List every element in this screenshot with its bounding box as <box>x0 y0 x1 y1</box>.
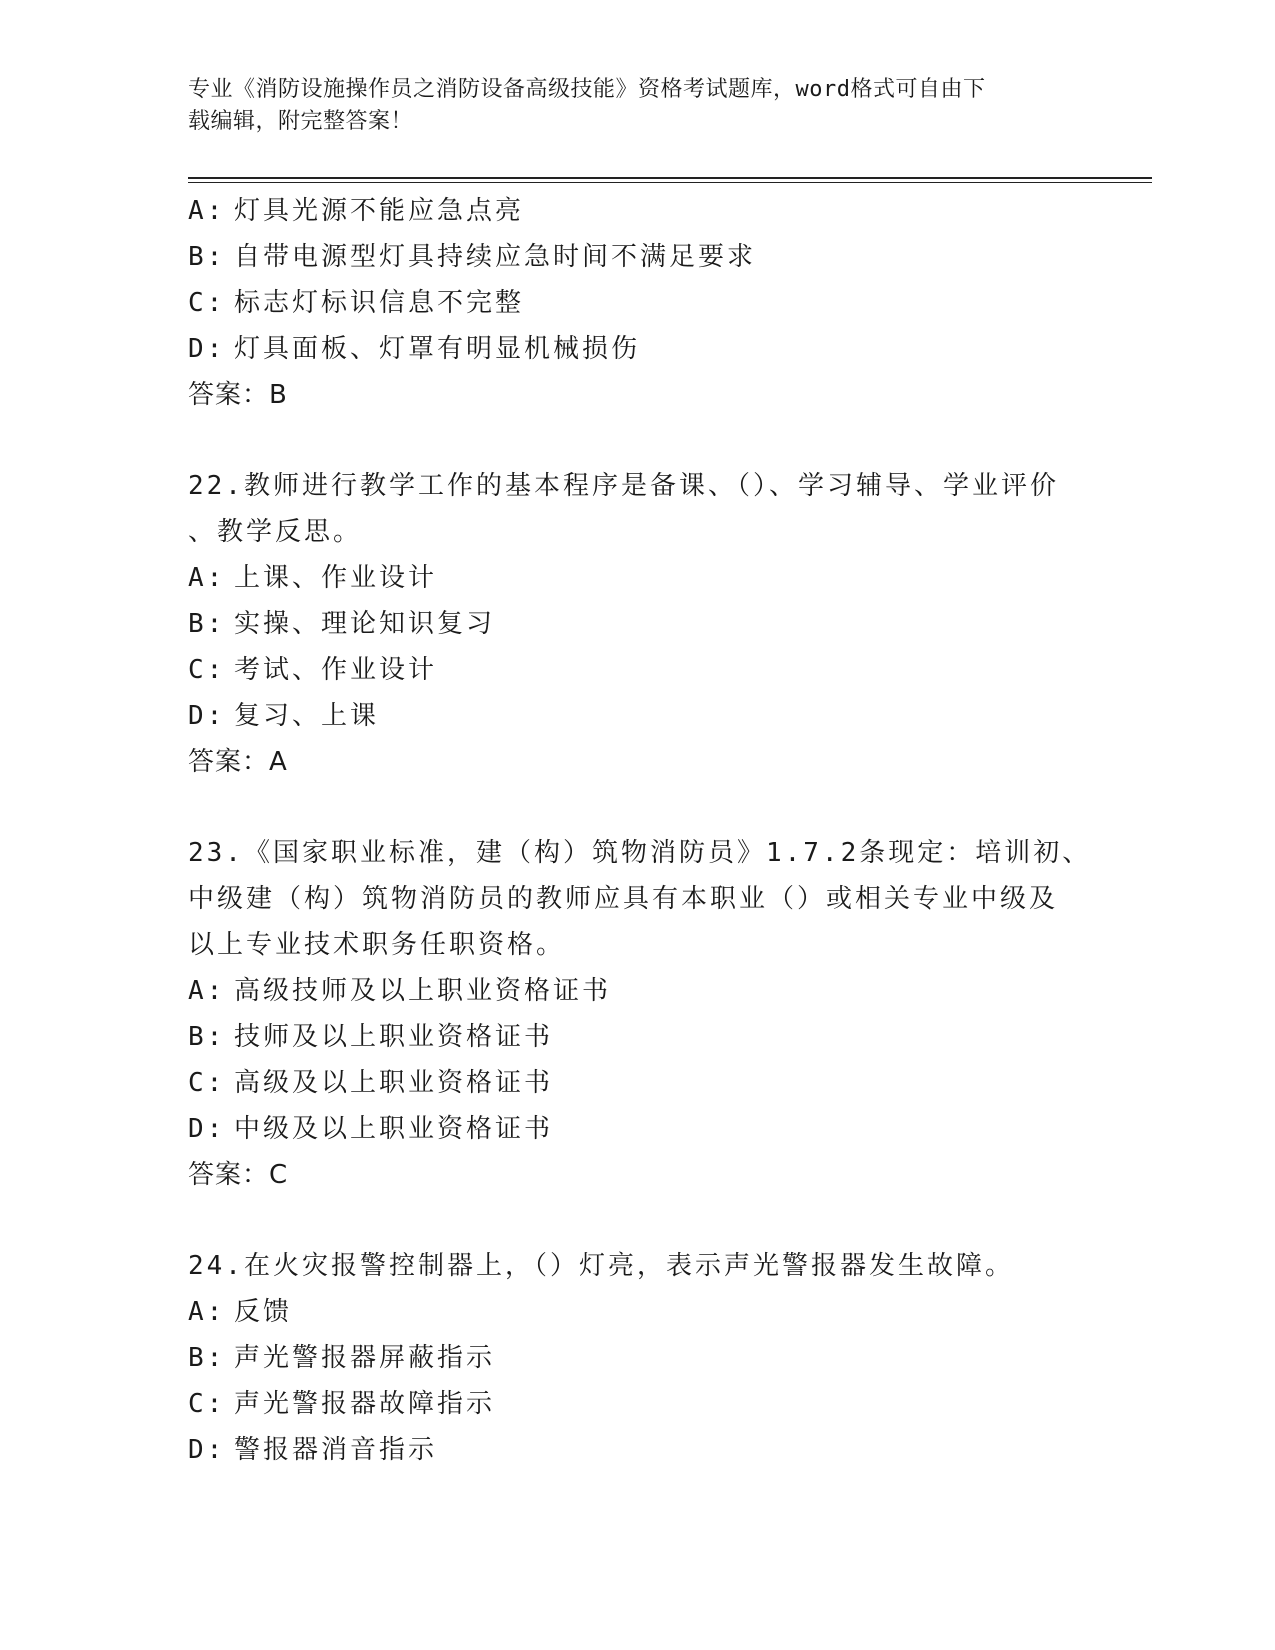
question-22 <box>188 463 1088 785</box>
option-a: A: 反馈 <box>188 1297 293 1327</box>
answer: 答案：A <box>188 747 288 777</box>
question-stem-line: 23.《国家职业标准，建（构）筑物消防员》1.7.2条现定：培训初、 <box>188 838 1092 868</box>
option-d: D: 灯具面板、灯罩有明显机械损伤 <box>188 334 641 364</box>
question-21 <box>188 188 1088 418</box>
option-d: D: 中级及以上职业资格证书 <box>188 1114 554 1144</box>
question-stem-line: 22.教师进行教学工作的基本程序是备课、（）、学习辅导、学业评价 <box>188 471 1059 501</box>
header-rule-thick <box>188 177 1152 179</box>
question-stem-line: 中级建（构）筑物消防员的教师应具有本职业（）或相关专业中级及 <box>188 884 1059 914</box>
question-24 <box>188 1243 1088 1473</box>
option-d: D: 警报器消音指示 <box>188 1435 438 1465</box>
option-c: C: 标志灯标识信息不完整 <box>188 288 525 318</box>
question-stem-line: 、教学反思。 <box>188 517 363 547</box>
option-c: C: 高级及以上职业资格证书 <box>188 1068 554 1098</box>
option-a: A: 高级技师及以上职业资格证书 <box>188 976 612 1006</box>
question-stem-line: 以上专业技术职务任职资格。 <box>188 930 566 960</box>
option-a: A: 上课、作业设计 <box>188 563 438 593</box>
option-b: B: 声光警报器屏蔽指示 <box>188 1343 496 1373</box>
answer: 答案：C <box>188 1160 289 1190</box>
option-b: B: 实操、理论知识复习 <box>188 609 496 639</box>
option-c: C: 考试、作业设计 <box>188 655 438 685</box>
option-d: D: 复习、上课 <box>188 701 380 731</box>
question-23 <box>188 830 1092 1198</box>
document-header <box>188 74 1068 138</box>
option-c: C: 声光警报器故障指示 <box>188 1389 496 1419</box>
option-b: B: 自带电源型灯具持续应急时间不满足要求 <box>188 242 757 272</box>
answer: 答案：B <box>188 380 288 410</box>
option-a: A: 灯具光源不能应急点亮 <box>188 196 525 226</box>
question-list <box>188 188 1092 1473</box>
header-rule-thin <box>188 182 1152 183</box>
header-line-1: 专业《消防设施操作员之消防设备高级技能》资格考试题库，word格式可自由下 <box>188 77 986 102</box>
header-line-2: 载编辑，附完整答案！ <box>188 109 414 134</box>
option-b: B: 技师及以上职业资格证书 <box>188 1022 554 1052</box>
question-stem-line: 24.在火灾报警控制器上，（）灯亮，表示声光警报器发生故障。 <box>188 1251 1014 1281</box>
